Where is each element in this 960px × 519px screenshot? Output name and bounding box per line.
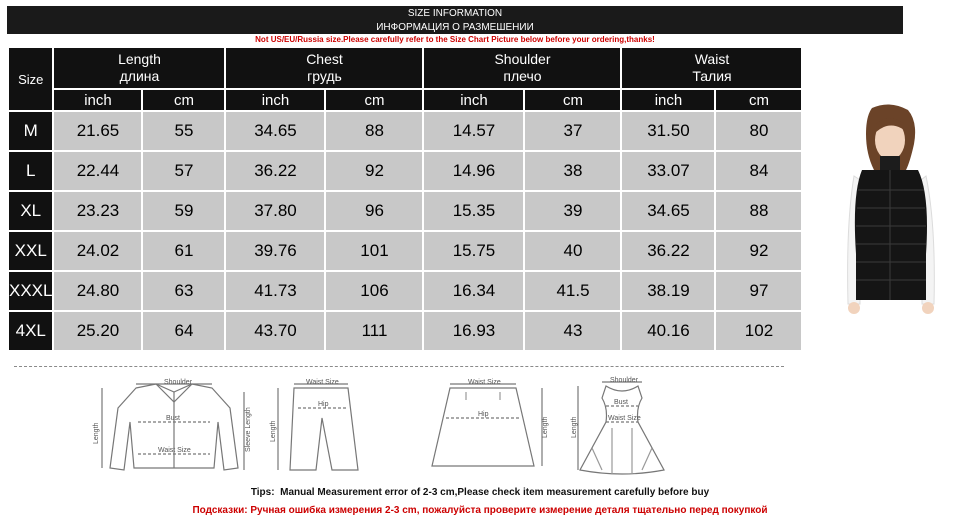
- skirt-hip-label: Hip: [478, 411, 489, 418]
- dress-shoulder-label: Shoulder: [610, 377, 639, 384]
- table-cell: 16.93: [424, 312, 523, 350]
- table-cell: 41.73: [226, 272, 324, 310]
- table-cell: 24.02: [54, 232, 141, 270]
- pants-hip-label: Hip: [318, 401, 329, 408]
- group-header-length: Length длина: [54, 48, 224, 88]
- tips-label: Tips:: [250, 487, 275, 498]
- header-title-ru: ИНФОРМАЦИЯ О РАЗМЕШЕНИИ: [376, 22, 534, 33]
- table-cell: 37: [525, 112, 620, 150]
- table-cell: 38.19: [622, 272, 714, 310]
- pants-length-label: Length: [270, 420, 277, 442]
- table-cell: 84: [716, 152, 801, 190]
- table-cell: 111: [326, 312, 422, 350]
- dress-diagram: [572, 378, 672, 478]
- table-cell: 101: [326, 232, 422, 270]
- table-cell: 21.65: [54, 112, 141, 150]
- unit-header: cm: [525, 90, 620, 110]
- unit-header: inch: [622, 90, 714, 110]
- tips-russian: [0, 505, 960, 516]
- dress-measurement-drawing: [572, 378, 672, 478]
- table-cell: 97: [716, 272, 801, 310]
- unit-header: cm: [143, 90, 224, 110]
- table-cell: 43: [525, 312, 620, 350]
- jacket-bust-label: Bust: [166, 415, 181, 422]
- table-cell: 36.22: [622, 232, 714, 270]
- table-cell: 96: [326, 192, 422, 230]
- table-cell: 16.34: [424, 272, 523, 310]
- jacket-measurement-drawing: [94, 378, 254, 478]
- pants-measurement-drawing: [268, 378, 368, 478]
- size-label: XL: [9, 192, 52, 230]
- table-cell: 63: [143, 272, 224, 310]
- table-row: [9, 112, 801, 150]
- table-row: [9, 312, 801, 350]
- table-cell: 37.80: [226, 192, 324, 230]
- table-cell: 80: [716, 112, 801, 150]
- table-cell: 102: [716, 312, 801, 350]
- dress-bust-label: Bust: [614, 399, 629, 406]
- table-row: [9, 272, 801, 310]
- tips-text: Manual Measurement error of 2-3 cm,Please check item measurement carefully before buy: [280, 487, 710, 498]
- table-cell: 106: [326, 272, 422, 310]
- jacket-diagram: [94, 378, 254, 478]
- table-cell: 40.16: [622, 312, 714, 350]
- table-row: [9, 152, 801, 190]
- table-cell: 61: [143, 232, 224, 270]
- tips-label-ru: Подсказки:: [192, 505, 248, 516]
- table-cell: 25.20: [54, 312, 141, 350]
- dashed-divider: [14, 366, 784, 367]
- table-cell: 36.22: [226, 152, 324, 190]
- size-label: 4XL: [9, 312, 52, 350]
- jacket-waist-label: Waist Size: [158, 447, 191, 454]
- size-notice: Not US/EU/Russia size.Please carefully refer to the Size Chart Picture below before your ordering,thanks!: [255, 35, 655, 44]
- table-cell: 22.44: [54, 152, 141, 190]
- size-information-header: [7, 6, 903, 34]
- table-cell: 43.70: [226, 312, 324, 350]
- table-cell: 59: [143, 192, 224, 230]
- group-header-waist: Waist Талия: [622, 48, 801, 88]
- table-cell: 38: [525, 152, 620, 190]
- tips-text-ru: Ручная ошибка измерения 2-3 cm, пожалуйста проверите измерение деталя тщательно перед покупкой: [250, 505, 768, 516]
- size-label: XXL: [9, 232, 52, 270]
- table-cell: 23.23: [54, 192, 141, 230]
- pants-diagram: [268, 378, 368, 478]
- table-row: [9, 232, 801, 270]
- table-cell: 15.75: [424, 232, 523, 270]
- skirt-length-label: Length: [542, 416, 549, 438]
- pants-waist-label: Waist Size: [306, 379, 339, 386]
- table-cell: 39: [525, 192, 620, 230]
- table-cell: 31.50: [622, 112, 714, 150]
- group-header-chest: Chest грудь: [226, 48, 422, 88]
- size-chart-body: [9, 48, 801, 350]
- size-chart-table: [7, 46, 803, 352]
- dress-length-label: Length: [571, 416, 578, 438]
- table-cell: 39.76: [226, 232, 324, 270]
- unit-header: cm: [326, 90, 422, 110]
- table-cell: 33.07: [622, 152, 714, 190]
- jacket-shoulder-label: Shoulder: [164, 379, 193, 386]
- header-title-en: SIZE INFORMATION: [407, 8, 503, 19]
- unit-header: cm: [716, 90, 801, 110]
- skirt-diagram: [420, 378, 550, 478]
- skirt-measurement-drawing: [420, 378, 550, 478]
- jacket-length-label: Length: [93, 422, 100, 444]
- table-cell: 34.65: [622, 192, 714, 230]
- unit-header: inch: [226, 90, 324, 110]
- table-cell: 92: [716, 232, 801, 270]
- table-cell: 88: [716, 192, 801, 230]
- table-cell: 57: [143, 152, 224, 190]
- size-label: XXXL: [9, 272, 52, 310]
- tips-english: [0, 487, 960, 498]
- jacket-sleeve-label: Sleeve Length: [245, 407, 252, 452]
- size-column-header: Size: [9, 48, 52, 110]
- table-cell: 41.5: [525, 272, 620, 310]
- table-cell: 15.35: [424, 192, 523, 230]
- dress-waist-label: Waist Size: [608, 415, 641, 422]
- skirt-waist-label: Waist Size: [468, 379, 501, 386]
- table-cell: 92: [326, 152, 422, 190]
- table-cell: 40: [525, 232, 620, 270]
- size-label: L: [9, 152, 52, 190]
- model-vest-illustration: [826, 104, 954, 318]
- table-cell: 55: [143, 112, 224, 150]
- table-cell: 14.57: [424, 112, 523, 150]
- unit-header: inch: [54, 90, 141, 110]
- size-label: M: [9, 112, 52, 150]
- group-header-shoulder: Shoulder плечо: [424, 48, 620, 88]
- unit-header: inch: [424, 90, 523, 110]
- table-cell: 64: [143, 312, 224, 350]
- table-row: [9, 192, 801, 230]
- table-cell: 88: [326, 112, 422, 150]
- table-cell: 14.96: [424, 152, 523, 190]
- table-cell: 34.65: [226, 112, 324, 150]
- model-photo: [826, 104, 954, 318]
- table-cell: 24.80: [54, 272, 141, 310]
